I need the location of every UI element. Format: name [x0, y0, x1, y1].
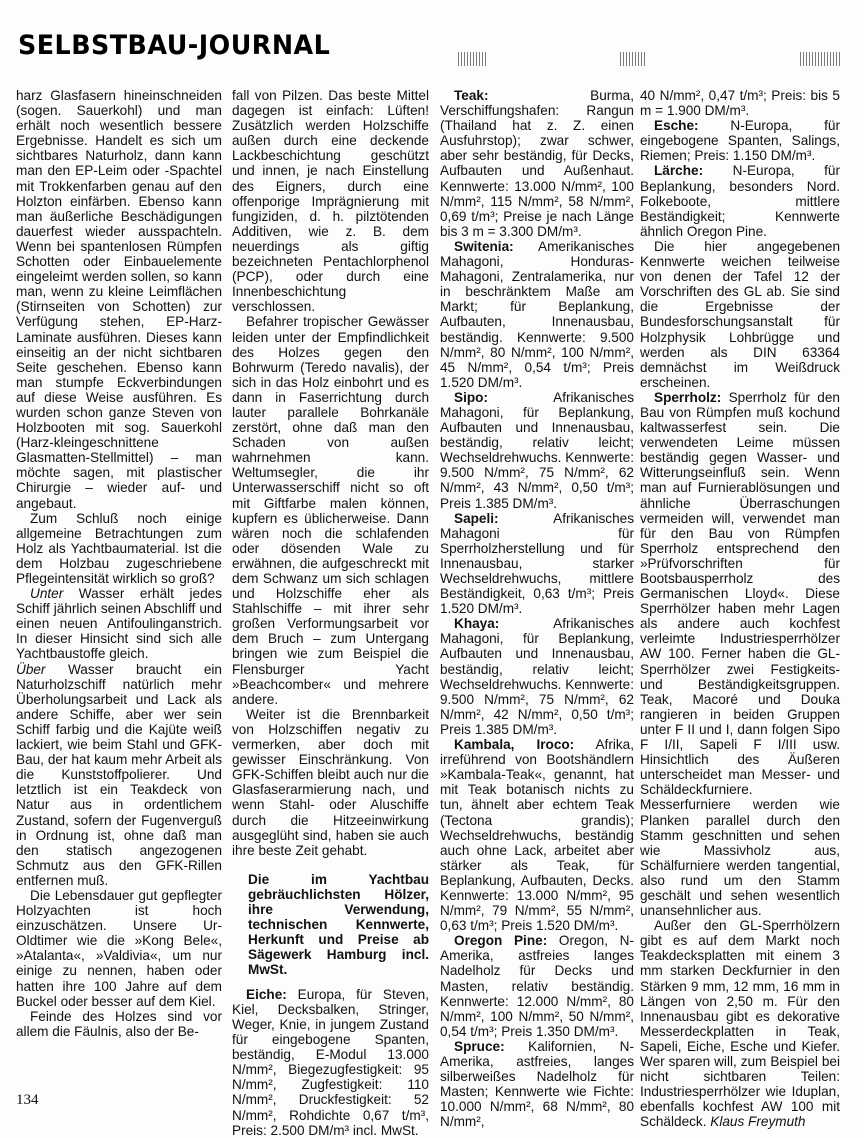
wood-term: Esche:: [654, 118, 699, 134]
wood-entry-teak: [440, 88, 634, 239]
wood-entry-esche: [640, 118, 840, 163]
wood-description: Afrikanisches Mahagoni, für Beplankung, Aufbauten und Innenausbau, beständig, relativ leicht; Wechseldrehwuchs. Kennwerte: 9.500 N/mm², 75 N/mm², 62 N/mm², 43 N/mm², 0,50 t/m³; Preis 1.385 DM/m³.: [440, 389, 634, 511]
wood-term: Sapeli:: [454, 510, 499, 526]
emphasis: Über: [16, 661, 46, 677]
masthead: SELBSTBAU-JOURNAL: [18, 30, 331, 61]
paragraph: harz Glasfasern hineinschneiden (sogen. Sauerkohl) und man erhält noch wesentlich bessere Ergebnisse. Handelt es sich um sichtbares Naturholz, dann kann man den EP-Leim oder -Spachtel mit Trokkenfarben genau auf den Holzton einfärben. Ebenso kann man äußerliche Beschädigungen dauerfest wieder ausspachteln. Wenn bei spantenlosen Rümpfen Schotten oder Einbauelemente eingeleimt werden sollen, so kann man, wenn zu kleine Leimflächen (Stirnseiten von Schotten) zur Verfügung stehen, EP-Harz-Laminate ausführen. Dieses kann einseitig an der nicht sichtbaren Seite geschehen. Ebenso kann man stumpfe Eckverbindungen auf diese Weise ausführen. Es wurden schon ganze Steven von Holzbooten mit sog. Sauerkohl (Harz-kleingeschnittene Glasmatten-Stellmittel) – man möchte sagen, mit plastischer Chirurgie – wieder auf- und angebaut.: [16, 88, 222, 511]
wood-entry-sperrholz: [640, 390, 840, 918]
column-2: [232, 88, 429, 1138]
wood-term: Lärche:: [654, 163, 704, 179]
wood-entry-oregon-pine: [440, 933, 634, 1039]
paragraph: [16, 662, 222, 888]
wood-entry-sipo: [440, 390, 634, 511]
wood-entry-eiche: [232, 987, 429, 1138]
paragraph: Feinde des Holzes sind vor allem die Fäulnis, also der Be-: [16, 1008, 222, 1039]
paragraph: [16, 586, 222, 661]
column-1: [16, 88, 222, 1039]
wood-term: Kambala, Iroco:: [454, 737, 575, 753]
wood-description: Afrika, irreführend von Bootshändlern »Kambala-Teak«, genannt, hat mit Teak botanisch nichts zu tun, ähnelt aber echtem Teak (Tectona grandis); Wechseldrehwuchs, beständig auch ohne Lack, arbeitet aber stärker als Teak, für Beplankung, Aufbauten, Decks. Kennwerte: 13.000 N/mm², 95 N/mm², 79 N/mm², 55 N/mm², 0,63 t/m³; Preis 1.520 DM/m³.: [440, 737, 634, 934]
wood-entry-kambala: [440, 737, 634, 933]
wood-description: N-Europa, für eingebogene Spanten, Salings, Riemen; Preis: 1.150 DM/m³.: [640, 118, 840, 164]
wood-entry-spruce: [440, 1039, 634, 1130]
masthead-ornament-1: [458, 52, 488, 66]
wood-description: Amerikanisches Mahagoni, Honduras-Mahagoni, Zentralamerika, nur in beschränktem Maße am Markt; für Beplankung, Aufbauten, Innenausbau, beständig. Kennwerte: 9.500 N/mm², 80 N/mm², 100 N/mm², 45 N/mm², 0,54 t/m³; Preis 1.520 DM/m³.: [440, 238, 634, 390]
section-heading: Die im Yachtbau gebräuchlichsten Hölzer, ihre Verwendung, technischen Kennwerte, Herkunft und Preise ab Sägewerk Hamburg incl. MwSt.: [248, 871, 429, 977]
emphasis: Unter: [30, 586, 64, 602]
paragraph: Zum Schluß noch einige allgemeine Betrachtungen zum Holz als Yachtbaumaterial. Ist die dem Holzbau zugeschriebene Pflegeintensität wirklich so groß?: [16, 510, 222, 586]
wood-term: Spruce:: [454, 1038, 505, 1054]
paragraph-text: Wasser erhält jedes Schiff jährlich seinen Abschliff und einen neuen Antifoulinganstrich. In dieser Hinsicht sind sich alle Yachtbaustoffe gleich.: [16, 586, 222, 662]
author-signature: Klaus Freymuth: [710, 1114, 806, 1130]
paragraph: Die Lebensdauer gut gepflegter Holzyachten ist hoch einzuschätzen. Unsere Ur-Oldtimer wie die »Kong Bele«, »Atalanta«, »Valdivia«, um nur einige zu nennen, haben oder hatten ihre 100 Jahre auf dem Buckel oder besser auf dem Kiel.: [16, 887, 222, 1009]
page-number: 134: [16, 1092, 39, 1108]
paragraph-text: Wasser braucht ein Naturholzschiff natürlich mehr Überholungsarbeit und Lack als andere Schiffe, aber wer sein Schiff farbig und die Kajüte weiß lackiert, wie beim Stahl und GFK-Bau, der hat kaum mehr Arbeit als die Kunststoffpolierer. Und letztlich ist ein Teakdeck von Natur aus in ordentlichem Zustand, sofern der Fugenverguß in Ordnung ist, ohne daß man den statisch angezogenen Schmutz aus den GFK-Rillen entfernen muß.: [16, 661, 222, 888]
paragraph: Die hier angegebenen Kennwerte weichen teilweise von denen der Tafel 12 der Vorschriften des GL ab. Sie sind die Ergebnisse der Bundesforschungsanstalt für Holzphysik Lohbrügge und werden als DIN 63364 demnächst im Weißdruck erscheinen.: [640, 238, 840, 390]
column-4: [640, 88, 840, 1129]
wood-description: Afrikanisches Mahagoni für Sperrholzherstellung und für Innenausbau, starker Wechseldrehwuchs, mittlere Beständigkeit, 0,63 t/m³; Preis 1.520 DM/m³.: [440, 510, 634, 617]
wood-term: Teak:: [454, 88, 489, 103]
wood-term: Sperrholz:: [654, 389, 722, 405]
paragraph: 40 N/mm², 0,47 t/m³; Preis: bis 5 m = 1.900 DM/m³.: [640, 88, 840, 119]
masthead-ornament-3: [800, 52, 840, 66]
wood-term: Sipo:: [454, 389, 488, 405]
wood-description: Burma, Verschiffungshafen: Rangun (Thailand hat z. Z. einen Ausfuhrstop); zwar schwer, aber sehr beständig, für Decks, Aufbauten und Außenhaut. Kennwerte: 13.000 N/mm², 100 N/mm², 115 N/mm², 58 N/mm², 0,69 t/m³; Preise je nach Länge bis 3 m = 3.300 DM/m³.: [440, 88, 634, 239]
wood-description: Europa, für Steven, Kiel, Decksbalken, Stringer, Weger, Knie, in jungem Zustand für eingebogene Spanten, beständig, E-Modul 13.000 N/mm², Biegezugfestigkeit: 95 N/mm², Zugfestigkeit: 110 N/mm², Druckfestigkeit: 52 N/mm², Rohdichte 0,67 t/m³, Preis: 2.500 DM/m³ incl. MwSt.: [232, 986, 429, 1138]
paragraph: Weiter ist die Brennbarkeit von Holzschiffen negativ zu vermerken, aber doch mit gewisser Einschränkung. Von GFK-Schiffen bleibt auch nur die Glasfaserarmierung nach, und wenn Stahl- oder Aluschiffe durch die Hitzeeinwirkung ausgeglüht sind, haben sie auch ihre beste Zeit gehabt.: [232, 706, 429, 858]
paragraph-text: Außer den GL-Sperrhölzern gibt es auf dem Markt noch Teakdecksplatten mit einem 3 mm starken Deckfurnier in den Stärken 9 mm, 12 mm, 16 mm in Längen von 2,50 m. Für den Innenausbau gibt es dekorative Messerdeckplatten in Teak, Sapeli, Eiche, Esche und Kiefer. Wer sparen will, zum Beispiel bei nicht sichtbaren Teilen: Industriesperrhölzer wie Iduplan, ebenfalls kochfest AW 100 mit Schäldeck.: [640, 918, 840, 1130]
paragraph: Befahrer tropischer Gewässer leiden unter der Empfindlichkeit des Holzes gegen den Bohrwurm (Teredo navalis), der sich in das Holz einbohrt und es dann in Faserrichtung durch lauter parallele Bohrkanäle zerstört, ohne daß man den Schaden von außen wahrnehmen kann. Weltumsegler, die ihr Unterwasserschiff nicht so oft mit Giftfarbe malen können, kupfern es üblicherweise. Dann wären noch die schlafenden oder dösenden Wale zu erwähnen, die aufgeschreckt mit dem Schwanz um sich schlagen und Holzschiffe eher als Stahlschiffe – mit ihrer sehr großen Verformungsarbeit vor dem Bruch – zum Untergang bringen wie zum Beispiel die Flensburger Yacht »Beachcomber« und mehrere andere.: [232, 314, 429, 707]
wood-term: Oregon Pine:: [454, 933, 548, 949]
wood-description: Oregon, N-Amerika, astfreies langes Nadelholz für Decks und Masten, relativ beständig. Kennwerte: 12.000 N/mm², 80 N/mm², 100 N/mm², 50 N/mm², 0,54 t/m³; Preis 1.350 DM/m³.: [440, 933, 634, 1039]
wood-description: Afrikanisches Mahagoni, für Beplankung, Aufbauten und Innenausbau, beständig, relativ leicht; Wechseldrehwuchs. Kennwerte: 9.500 N/mm², 75 N/mm², 62 N/mm², 42 N/mm², 0,50 t/m³; Preis 1.385 DM/m³.: [440, 616, 634, 737]
wood-description: Sperrholz für den Bau von Rümpfen muß kochund kaltwasserfest sein. Die verwendeten Leime müssen beständig gegen Wasser- und Witterungseinfluß sein. Wenn man auf Furnierablösungen und ähnliche Überraschungen vermeiden will, verwendet man für den Bau von Rümpfen Sperrholz entsprechend den »Prüfvorschriften für Bootsbausperrholz des Germanischen Lloyd«. Diese Sperrhölzer haben mehr Lagen als andere auch kochfest verleimte Industriesperrhölzer AW 100. Ferner haben die GL-Sperrhölzer zwei Festigkeits- und Beständigkeitsgruppen. Teak, Macoré und Douka rangieren in beiden Gruppen unter F II und I, dann folgen Sipo F I/II, Sapeli F I/III usw. Hinsichtlich des Äußeren unterscheidet man Messer- und Schäldeckfurniere. Messerfurniere werden wie Planken parallel durch den Stamm geschnitten und sehen wie Massivholz aus, Schälfurniere werden tangential, also rund um den Stamm geschält und sehen wesentlich unansehnlicher aus.: [640, 389, 840, 919]
masthead-ornament-2: [620, 52, 646, 66]
paragraph: fall von Pilzen. Das beste Mittel dagegen ist einfach: Lüften! Zusätzlich werden Holzschiffe außen durch eine deckende Lackbeschichtung geschützt und innen, je nach Einstellung des Eigners, durch eine offenporige Imprägnierung mit fungiziden, d. h. pilztötenden Additiven, wie z. B. dem neuerdings als giftig bezeichneten Pentachlorphenol (PCP), oder durch eine Innenbeschichtung verschlossen.: [232, 88, 429, 315]
paragraph: [640, 918, 840, 1129]
wood-entry-switenia: [440, 239, 634, 390]
wood-description: N-Europa, für Beplankung, besonders Nord. Folkeboote, mittlere Beständigkeit; Kennwerte ähnlich Oregon Pine.: [640, 163, 840, 239]
wood-entry-laerche: [640, 163, 840, 238]
wood-description: Kalifornien, N-Amerika, astfreies, langes silberweißes Nadelholz für Masten; Kennwerte wie Fichte: 10.000 N/mm², 68 N/mm², 80 N/mm²,: [440, 1038, 634, 1130]
wood-entry-sapeli: [440, 511, 634, 617]
wood-term: Switenia:: [454, 238, 514, 254]
wood-term: Eiche:: [246, 986, 287, 1002]
wood-entry-khaya: [440, 616, 634, 737]
wood-term: Khaya:: [454, 616, 500, 632]
column-3: [440, 88, 634, 1129]
